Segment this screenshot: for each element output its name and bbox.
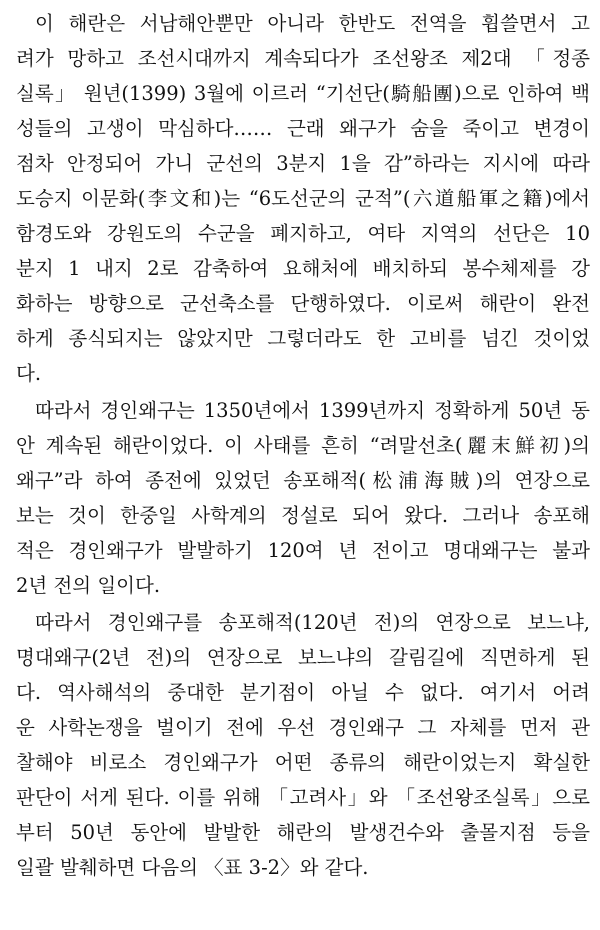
text-line: 따라서 경인왜구를 송포해적(120년 전)의 연장으로 보느냐, [35,611,590,634]
text-line: 점차 안정되어 가니 군선의 3분지 1을 감”하라는 지시에 따라 [16,152,590,175]
text-line: 화하는 방향으로 군선축소를 단행하였다. 이로써 해란이 완전 [16,292,590,315]
text-line: 보는 것이 한중일 사학계의 정설로 되어 왔다. 그러나 송포해 [16,504,590,527]
text-line: 왜구”라 하여 종전에 있었던 송포해적(松浦海賊)의 연장으로 [16,469,590,492]
text-line: 성들의 고생이 막심하다…… 근래 왜구가 숨을 죽이고 변경이 [16,117,590,140]
text-line: 실록」 원년(1399) 3월에 이르러 “기선단(騎船團)으로 인하여 백 [16,82,590,105]
text-line: 명대왜구(2년 전)의 연장으로 보느냐의 갈림길에 직면하게 된 [16,646,590,669]
text-line: 운 사학논쟁을 벌이기 전에 우선 경인왜구 그 자체를 먼저 관 [16,716,590,739]
text-line: 안 계속된 해란이었다. 이 사태를 흔히 “려말선초(麗末鮮初)의 [16,434,590,457]
text-line: 찰해야 비로소 경인왜구가 어떤 종류의 해란이었는지 확실한 [16,751,590,774]
text-line: 려가 망하고 조선시대까지 계속되다가 조선왕조 제2대 「정종 [16,47,590,70]
paragraph-1 [16,6,590,391]
text-line: 판단이 서게 된다. 이를 위해 「고려사」와 「조선왕조실록」으로 [16,786,590,809]
page-bottom-space [16,885,590,895]
text-line: 분지 1 내지 2로 감축하여 요해처에 배치하되 봉수체제를 강 [16,257,590,280]
text-line: 2년 전의 일이다. [16,574,161,597]
text-line: 하게 종식되지는 않았지만 그렇더라도 한 고비를 넘긴 것이었 [16,327,590,350]
text-line: 일괄 발췌하면 다음의 〈표 3-2〉와 같다. [16,856,369,879]
text-line: 도승지 이문화(李文和)는 “6도선군의 군적”(六道船軍之籍)에서 [16,187,590,210]
text-line: 다. [16,362,42,385]
text-line: 따라서 경인왜구는 1350년에서 1399년까지 정확하게 50년 동 [35,399,590,422]
text-line: 다. 역사해석의 중대한 분기점이 아닐 수 없다. 여기서 어려 [16,681,590,704]
text-line: 적은 경인왜구가 발발하기 120여 년 전이고 명대왜구는 불과 [16,539,590,562]
paragraph-3 [16,605,590,885]
text-line: 부터 50년 동안에 발발한 해란의 발생건수와 출몰지점 등을 [16,821,590,844]
text-line: 이 해란은 서남해안뿐만 아니라 한반도 전역을 휩쓸면서 고 [35,12,590,35]
text-line: 함경도와 강원도의 수군을 폐지하고, 여타 지역의 선단은 10 [16,222,590,245]
paragraph-2 [16,393,590,603]
